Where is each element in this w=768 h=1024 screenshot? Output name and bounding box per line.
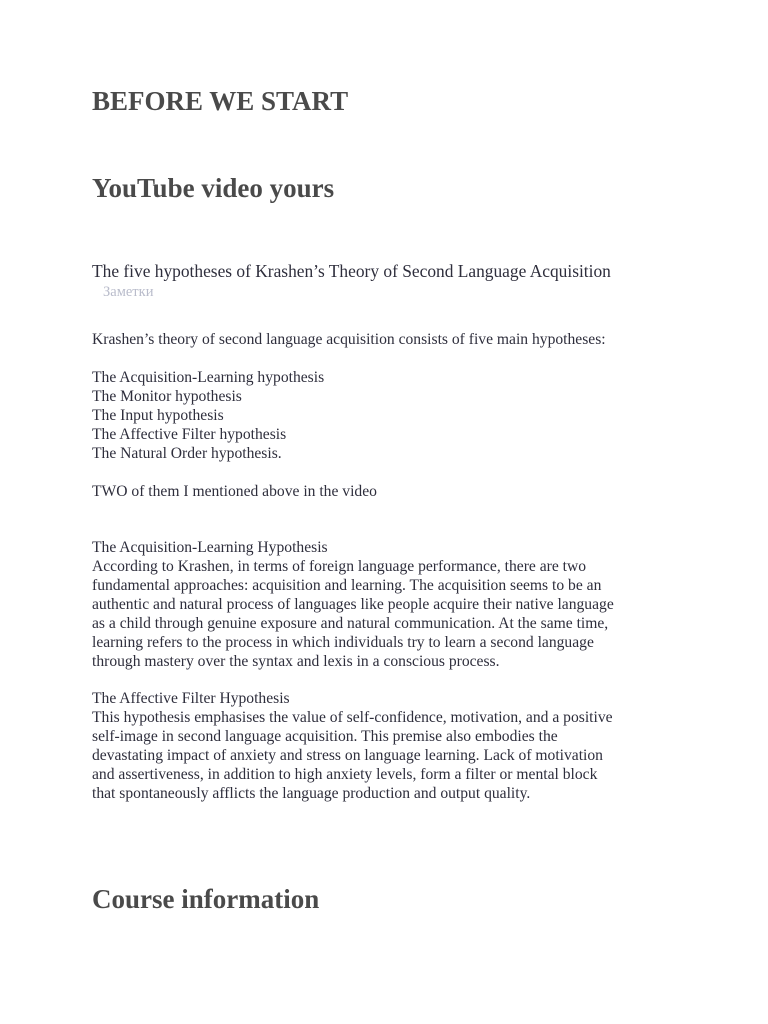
intro-paragraph: Krashen’s theory of second language acquisition consists of five main hypotheses:	[92, 331, 606, 348]
paragraph-line: learning refers to the process in which individuals try to learn a second language	[92, 634, 594, 651]
paragraph-line: that spontaneously afflicts the language production and output quality.	[92, 785, 531, 802]
section-acquisition-learning	[92, 538, 614, 671]
list-item: The Affective Filter hypothesis	[92, 426, 287, 443]
paragraph-line: through mastery over the syntax and lexis in a conscious process.	[92, 653, 500, 670]
paragraph-line: fundamental approaches: acquisition and learning. The acquisition seems to be an	[92, 577, 602, 594]
heading-course-information: Course information	[92, 884, 320, 914]
section-title: The Acquisition-Learning Hypothesis	[92, 539, 328, 556]
list-item: The Monitor hypothesis	[92, 388, 242, 405]
list-item: The Natural Order hypothesis.	[92, 445, 282, 462]
heading-youtube-video: YouTube video yours	[92, 173, 335, 203]
paragraph-line: authentic and natural process of languages like people acquire their native language	[92, 596, 614, 613]
section-affective-filter	[92, 689, 613, 803]
paragraph-line: devastating impact of anxiety and stress on language learning. Lack of motivation	[92, 747, 603, 764]
list-item: The Acquisition-Learning hypothesis	[92, 369, 325, 386]
paragraph-line: According to Krashen, in terms of foreign language performance, there are two	[92, 558, 587, 575]
document-subtitle: The five hypotheses of Krashen’s Theory of Second Language Acquisition	[92, 261, 611, 281]
mention-paragraph: TWO of them I mentioned above in the video	[92, 483, 377, 500]
paragraph-line: as a child through genuine exposure and natural communication. At the same time,	[92, 615, 609, 632]
paragraph-line: This hypothesis emphasises the value of self-confidence, motivation, and a positive	[92, 709, 613, 726]
list-item: The Input hypothesis	[92, 407, 224, 424]
heading-before-we-start: BEFORE WE START	[92, 86, 349, 116]
paragraph-line: self-image in second language acquisition. This premise also embodies the	[92, 728, 558, 745]
paragraph-line: and assertiveness, in addition to high anxiety levels, form a filter or mental block	[92, 766, 598, 783]
hypotheses-list	[92, 368, 324, 463]
notes-link[interactable]: Заметки	[103, 284, 154, 300]
section-title: The Affective Filter Hypothesis	[92, 690, 290, 707]
